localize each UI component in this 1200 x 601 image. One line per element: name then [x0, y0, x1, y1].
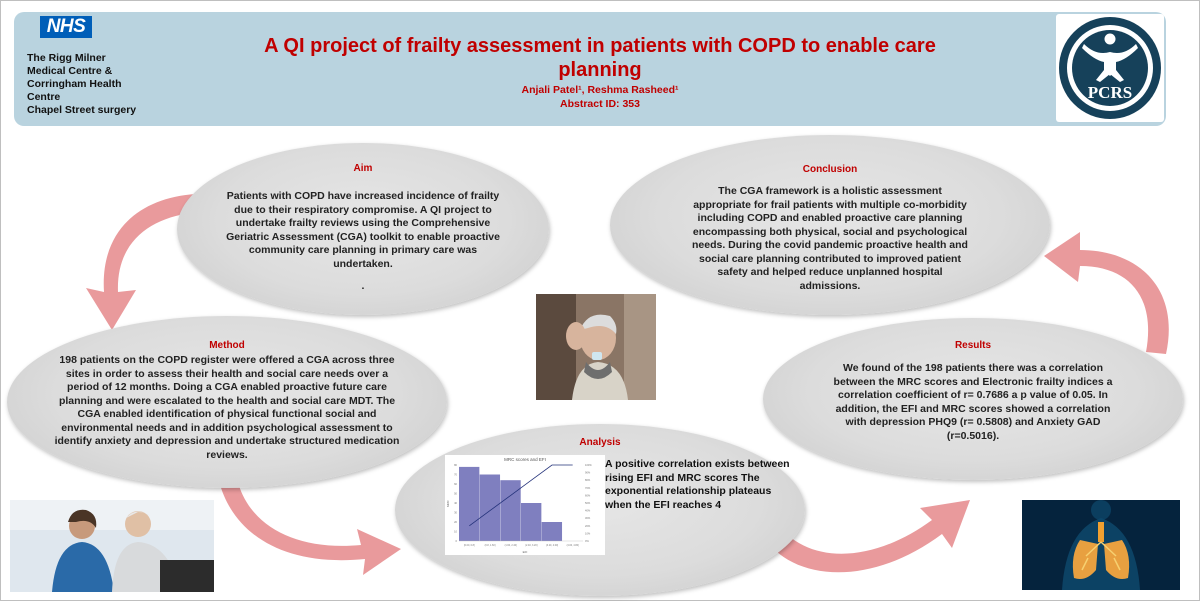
author-names: Anjali Patel¹, Reshma Rasheed¹	[521, 84, 679, 96]
chart-y2-tick: 100%	[585, 464, 592, 467]
practice-line: The Rigg Milner	[27, 52, 106, 64]
pcrs-emblem-icon	[1056, 14, 1164, 122]
chart-bar	[542, 522, 562, 541]
arrow-method-to-analysis-icon	[215, 475, 405, 585]
aim-ellipse	[177, 143, 549, 315]
svg-text:PCRS: PCRS	[1087, 83, 1133, 102]
method-ellipse	[7, 316, 447, 488]
analysis-heading: Analysis	[579, 437, 621, 448]
chart-bar	[500, 480, 520, 541]
conclusion-heading: Conclusion	[802, 164, 858, 175]
chart-x-tick: (0.8, 1.60]	[484, 544, 496, 547]
chart-bar	[480, 475, 500, 542]
chart-y2-tick: 20%	[585, 524, 591, 528]
method-body: 198 patients on the COPD register were offered a CGA across three sites in order to assess their health and social care needs over a period of 12 months. Doing a CGA enabled proactive future care planning and were escalated to the health and social care MDT. The CGA enabled identification of physical functional social and environmental needs and in addition psychological assessment to identify anxiety and depression and undertake structured medication reviews.	[54, 354, 400, 461]
poster-authors	[240, 83, 960, 111]
poster-title: A QI project of frailty assessment in patients with COPD to enable care planning	[264, 35, 936, 81]
practice-line: Corringham Health	[27, 78, 122, 90]
chart-y2-tick: 40%	[585, 509, 591, 513]
conclusion-body: The CGA framework is a holistic assessment appropriate for frail patients with multiple co-morbidity including COPD and enabled proactive care planning encompassing both physical, social and psychological needs. During the covid pandemic proactive health and social care planning contributed to improved patient safety and helped reduce unplanned hospital admissions.	[692, 185, 968, 292]
chart-x-tick: (3.20, 4.00]	[545, 544, 559, 547]
chart-y-tick: 80	[454, 464, 457, 467]
chart-y2-tick: 50%	[585, 502, 591, 505]
chart-x-tick: (1.60, 2.40]	[504, 544, 517, 547]
chart-x-tick: (2.40, 3.20]	[525, 544, 538, 547]
abstract-id: Abstract ID: 353	[560, 98, 640, 110]
chart-x-tick: [0.00, 0.8]	[464, 544, 475, 547]
aim-body: Patients with COPD have increased incidence of frailty due to their respiratory compromise. A QI project to undertake frailty reviews using the Comprehensive Geriatric Assessment (CGA) toolkit to enable proactive community care planning in primary care was undertaken.	[226, 190, 500, 270]
practice-line: Chapel Street surgery	[27, 104, 137, 116]
chart-y2-tick: 10%	[585, 532, 591, 536]
method-heading: Method	[209, 340, 245, 351]
results-ellipse	[763, 318, 1183, 480]
pcrs-logo	[1056, 14, 1164, 122]
chart-xlabel: EFI	[522, 550, 528, 554]
lungs-illustration	[1022, 500, 1180, 590]
analysis-body: A positive correlation exists between rising EFI and MRC scores The exponential relationship plateaus when the EFI reaches 4	[605, 458, 790, 511]
chart-y-tick: 20	[454, 521, 457, 524]
chart-y-tick: 10	[454, 530, 457, 534]
chart-x-tick: (4.00, 4.80]	[566, 544, 579, 547]
chart-bar	[459, 467, 479, 541]
nurse-patient-photo	[10, 500, 214, 592]
chart-y2-tick: 90%	[585, 471, 591, 475]
practice-names	[27, 52, 167, 117]
chart-bar	[521, 503, 541, 541]
chart-y2-tick: 0%	[585, 540, 589, 543]
elderly-man-photo	[536, 294, 656, 400]
nhs-logo: NHS	[40, 16, 92, 38]
aim-dot: .	[361, 280, 365, 292]
chart-y-tick: 40	[454, 502, 457, 505]
chart-y2-tick: 70%	[585, 486, 591, 490]
practice-line: Centre	[27, 91, 61, 103]
chart-y-tick: 30	[454, 511, 457, 515]
chart-y-tick: 70	[454, 473, 457, 477]
chart-ylabel: MRC	[446, 500, 450, 507]
chart-y2-tick: 60%	[585, 494, 591, 498]
results-heading: Results	[954, 340, 992, 351]
conclusion-ellipse	[610, 135, 1050, 315]
chart-y-tick: 50	[454, 492, 457, 496]
chart-y-tick: 60	[454, 483, 457, 486]
chart-y2-tick: 30%	[585, 517, 591, 521]
aim-heading: Aim	[353, 163, 373, 174]
chart-title: MRC scores and EFI	[504, 457, 546, 462]
chart-y-tick: 0	[455, 540, 457, 543]
practice-line: Medical Centre &	[27, 65, 113, 77]
mrc-efi-chart	[445, 455, 605, 555]
results-body: We found of the 198 patients there was a correlation between the MRC scores and Electronic frailty indices a correlation coefficient of r= 0.7686 a p value of 0.05. In addition, the EFI and MRC scores showed a correlation with depression PHQ9 (r= 0.5808) and Anxiety GAD (r=0.5016).	[833, 362, 1113, 442]
chart-y2-tick: 80%	[585, 479, 591, 483]
